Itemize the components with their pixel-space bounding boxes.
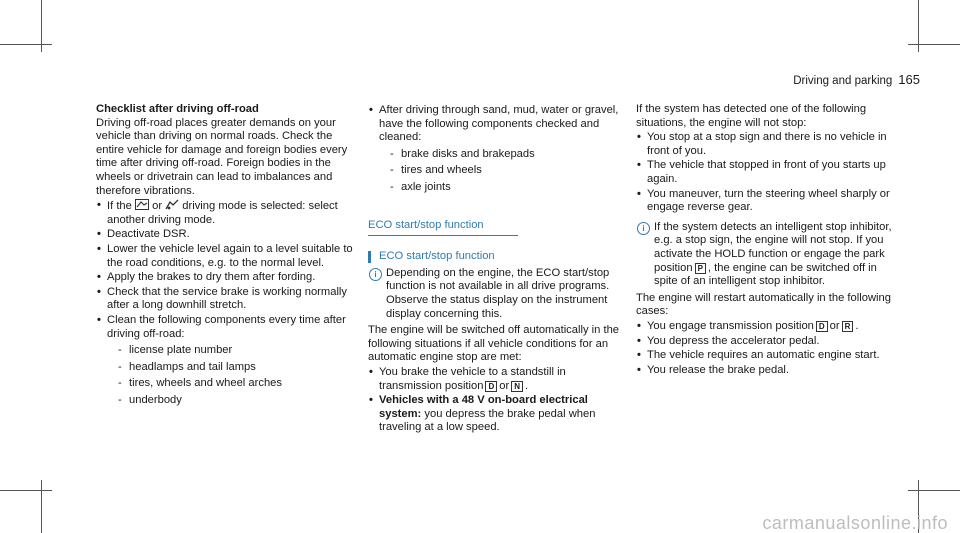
crop-mark (908, 44, 960, 45)
bullet-list (368, 366, 626, 435)
list-item: • The vehicle requires an automatic engine start. (636, 349, 898, 363)
list-item: • The vehicle that stopped in front of you starts up again. (636, 159, 898, 186)
crop-mark (918, 0, 919, 52)
bullet-list (636, 320, 898, 377)
list-item: • Check that the service brake is working normally after a long downhill stretch. (96, 286, 354, 313)
info-icon: i (369, 268, 382, 281)
header-section: Driving and parking (793, 75, 893, 87)
offroad-mode-icon (135, 199, 149, 210)
key-p-icon: P (695, 263, 706, 274)
crop-mark (41, 480, 42, 533)
intro-paragraph: Driving off-road places greater demands on your vehicle than driving on normal roads. Check the entire vehicle for damage and foreign bodies every time after driving off-road. Foreign bodies in the wheels or drivetrain can lead to imbalances and therefore vibrations. (96, 116, 348, 197)
list-item: • You stop at a stop sign and there is no vehicle in front of you. (636, 131, 898, 158)
sub-list-item: - tires, wheels and wheel arches (107, 377, 354, 391)
list-item: • Deactivate DSR. (96, 228, 354, 242)
page-number: 165 (898, 72, 920, 87)
info-icon: i (637, 222, 650, 235)
paragraph: If the system has detected one of the following situations, the engine will not stop: (636, 103, 867, 129)
list-item: • After driving through sand, mud, water or gravel, have the following components checked and cleaned: - brake disks and brakepads - tires and wheels - axle joints (368, 104, 626, 195)
crop-mark (0, 490, 52, 491)
sub-list-item: - tires and wheels (379, 164, 626, 178)
list-item: • You release the brake pedal. (636, 364, 898, 378)
sub-list-item: - underbody (107, 394, 354, 408)
bullet-list (636, 131, 898, 215)
sub-list-item: - axle joints (379, 181, 626, 195)
column-3 (636, 103, 898, 377)
column-1 (96, 103, 354, 409)
list-item: • Apply the brakes to dry them after fording. (96, 271, 354, 285)
sub-heading: ECO start/stop function (368, 250, 626, 264)
list-item: • If the or driving mode is selected: select another driving mode. (96, 199, 354, 227)
crop-mark (0, 44, 52, 45)
sub-list (107, 344, 354, 407)
section-heading: Checklist after driving off-road (96, 103, 259, 115)
info-note: i Depending on the engine, the ECO start/stop function is not available in all drive programs. Observe the status display on the instrument display concerning this. (368, 267, 626, 321)
key-d-icon: D (485, 381, 497, 392)
crop-mark (41, 0, 42, 52)
list-item: • Clean the following components every time after driving off-road: - license plate number - headlamps and tail lamps - tires, wheels and wheel arches - underbody (96, 314, 354, 408)
page-header (793, 73, 920, 89)
list-item: • Lower the vehicle level again to a level suitable to the road conditions, e.g. to the normal level. (96, 243, 354, 270)
column-2 (368, 103, 626, 435)
key-d-icon: D (816, 321, 828, 332)
section-title: ECO start/stop function (368, 219, 518, 237)
bullet-list (96, 199, 354, 407)
crop-mark (908, 490, 960, 491)
info-note: i If the system detects an intelligent stop inhibitor, e.g. a stop sign, the engine will not stop. If you activate the HOLD function or engage the park position P , the engine can be switched off in spite of an intelligent stop inhibitor. (636, 221, 898, 289)
list-item: • You maneuver, turn the steering wheel sharply or engage reverse gear. (636, 188, 898, 215)
sub-list-item: - brake disks and brakepads (379, 148, 626, 162)
key-r-icon: R (842, 321, 854, 332)
sub-list (379, 148, 626, 195)
rock-crawl-mode-icon (165, 199, 179, 210)
paragraph: The engine will restart automatically in the following cases: (636, 291, 891, 318)
sub-list-item: - license plate number (107, 344, 354, 358)
list-item: • Vehicles with a 48 V on-board electrical system: you depress the brake pedal when traveling at a low speed. (368, 394, 626, 435)
list-item: • You brake the vehicle to a standstill in transmission position D or N . (368, 366, 626, 393)
watermark: carmanualsonline.info (762, 513, 948, 533)
bullet-list (368, 104, 626, 195)
key-n-icon: N (511, 381, 523, 392)
list-item: • You depress the accelerator pedal. (636, 335, 898, 349)
list-item: • You engage transmission position D or R . (636, 320, 898, 334)
sub-list-item: - headlamps and tail lamps (107, 361, 354, 375)
paragraph: The engine will be switched off automatically in the following situations if all vehicle conditions for an automatic engine stop are met: (368, 324, 620, 364)
